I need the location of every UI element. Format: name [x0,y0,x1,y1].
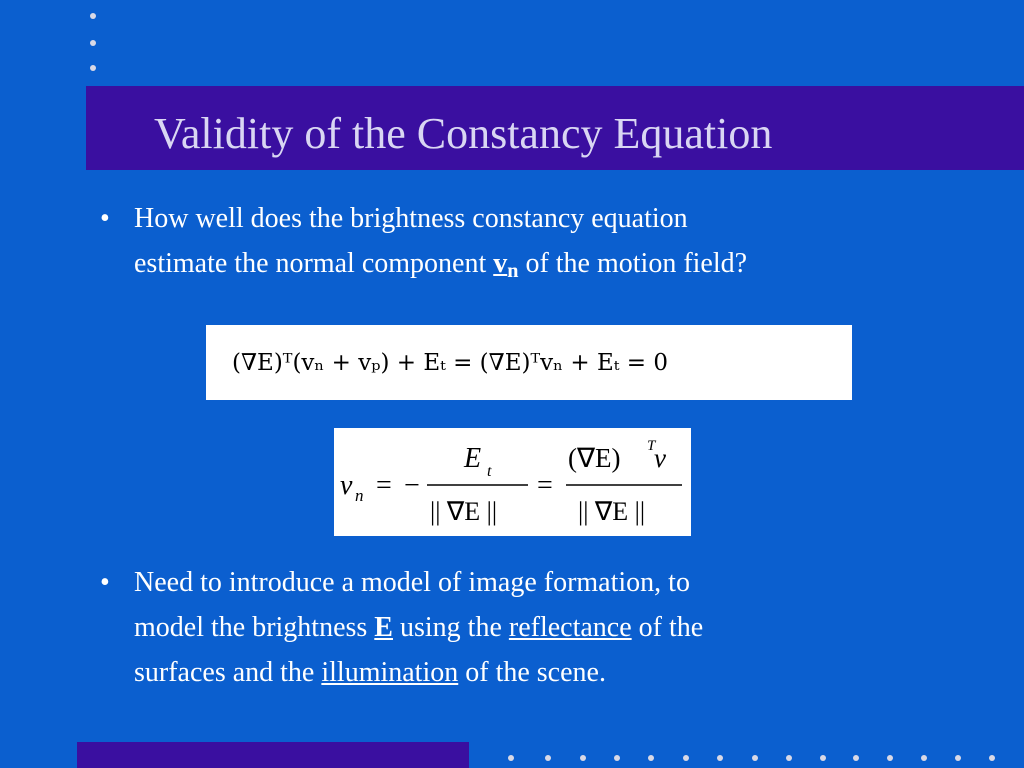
equation-box-1 [206,325,852,400]
decor-dot [717,755,723,761]
decor-dot [786,755,792,761]
eq2-eq-sign-2: = [537,470,553,501]
decor-dot [545,755,551,761]
decor-dot [614,755,620,761]
bullet-marker: • [100,567,110,598]
decor-dot [752,755,758,761]
reflectance-term: reflectance [508,612,632,643]
eq2-frac2-den: || ∇E || [578,497,646,526]
equation-2 [334,428,691,536]
eq2-frac1-den: || ∇E || [430,497,498,526]
eq2-frac2-num-sup: T [647,438,656,454]
decor-dot [955,755,961,761]
decor-dot [853,755,859,761]
decor-dot [90,65,96,71]
decor-dot [508,755,514,761]
eq2-lhs-sub: n [355,486,364,505]
equation-box-2 [334,428,691,536]
decor-dot [648,755,654,761]
bullet-item-2 [100,560,960,695]
eq2-frac2-num: (∇E) [568,443,621,473]
bullet-text: Need to introduce a model of image formation, to model the brightness E using the reflectance of the surfaces and the illumination of the scene. [134,567,704,688]
decor-dot [921,755,927,761]
decor-dot [90,13,96,19]
eq2-minus: − [404,470,420,501]
decor-dot [90,40,96,46]
decor-dot [887,755,893,761]
footer-band [77,742,469,768]
E-symbol: E [374,612,393,643]
illumination-term: illumination [321,657,459,688]
eq2-frac1-num: E [464,443,482,474]
decor-dot [580,755,586,761]
bullet-item-1 [100,196,960,294]
equation-1: (∇E)ᵀ(vₙ + vₚ) + Eₜ = (∇E)ᵀvₙ + Eₜ = 0 [232,349,668,376]
eq2-frac2-num-tail: v [654,443,666,473]
decor-dot [683,755,689,761]
eq2-eq-sign-1: = [376,470,392,501]
bullet-text: How well does the brightness constancy equation estimate the normal component $v_n$ of the motion field? [134,203,748,283]
decor-dot [989,755,995,761]
slide-title: Validity of the Constancy Equation [154,109,773,158]
eq2-lhs: v [340,470,353,501]
decor-dot [820,755,826,761]
bullet-marker: • [100,203,110,234]
eq2-frac1-num-sub: t [487,463,492,480]
vn-symbol: $v_n$ [493,248,519,283]
